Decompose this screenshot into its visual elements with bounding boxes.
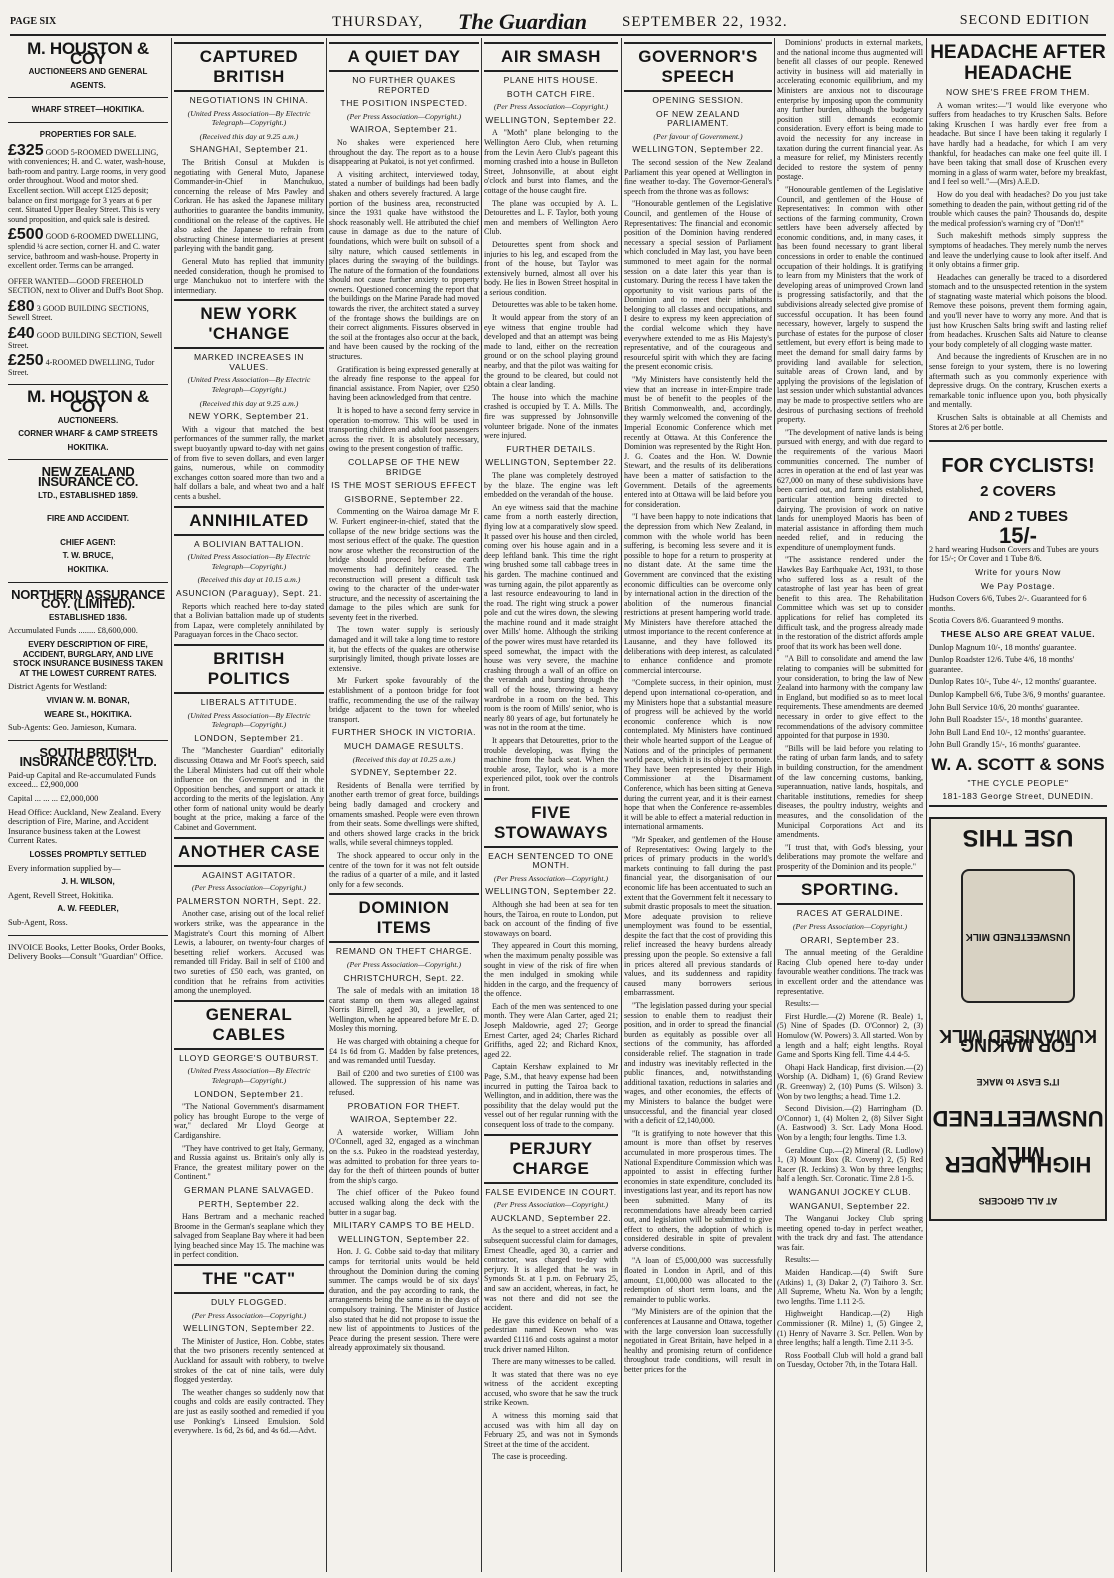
article-paragraph: "They have contrived to get Italy, Germany, and Russia against us. Britain's only ally is France, the greatest military power on the Continent." <box>174 1143 324 1182</box>
article-paragraph: Dominions' products in external markets, and the national income thus augmented will benefit all classes of our people. Renewed activity in business will aid materially in accelerating economic equilibrium, and my Ministers are anxious not to discourage enterprise by imposing upon the community any further burden, although the budgetary position still demands economic consideration. Every effort is being made to avoid the necessity for any increase in taxation during the current financial year. As a measure for relief, my Ministers recently decided to restore the system of penny postage. <box>777 38 923 182</box>
subhead: FURTHER DETAILS. <box>506 443 596 454</box>
credit-line: (Per Press Association—Copyright.) <box>493 1200 609 1210</box>
firm-line: AUCTIONEERS. <box>57 415 119 425</box>
article-paragraph: Detourettes was able to be taken home. <box>492 300 618 310</box>
masthead-date: SEPTEMBER 22, 1932. <box>622 14 788 30</box>
article-paragraph: There are many witnesses to be called. <box>492 1357 616 1367</box>
credit-line: (United Press Association—By Electric Telegraph—Copyright.) <box>187 710 311 730</box>
insurance-agent: J. H. WILSON, <box>61 877 115 887</box>
price-item: Scotia Covers 8/6. Guaranteed 9 months. <box>929 616 1064 626</box>
ad-price: 15/- <box>999 523 1037 549</box>
subhead: NO FURTHER QUAKES REPORTED <box>352 75 456 95</box>
article-paragraph: Detourettes spent from shock and injuries to his leg, and escaped from the front of the house, but Taylor was extensively burned, almost all over his body. He lies in Bowen Street hospital in a serious condition. <box>484 239 618 297</box>
insurance-agent: A. W. FEEDLER, <box>57 904 119 914</box>
article-paragraph: Highweight Handicap.—(2) High Commissioner (R. Milne) 1, (5) Gingee 2, (1) Henry of Navarre 3. Scr. Pellen. Won by three lengths; half a length. Time 2.11 3-5. <box>777 1309 923 1348</box>
dateline: WAIROA, September 22. <box>350 1114 458 1125</box>
article-paragraph: Another case, arising out of the local relief workers strike, was the appearance in the Magistrate's Court this morning of Albert Lewis, a labourer, on twenty-four charges of besetting relief workers. Accused was remanded till Friday. Bail in self of £100 and two sureties of £50 each, was granted, on condition that he refrains from activities among the unemployed. <box>174 909 324 996</box>
article-paragraph: The plane was completely destroyed by the blaze. The engine was left embedded on the verandah of the house. <box>484 470 618 500</box>
column-rule <box>171 38 172 1572</box>
article-paragraph: As the sequel to a street accident and a subsequent successful claim for damages, Ernest Cheadle, aged 30, a carrier and contractor, was charged to-day with perjury. It is alleged that he was in Symonds St. at 1 p.m. on February 25, and saw an accident, whereas, in fact, he was not there and did not see the accident. <box>484 1226 618 1313</box>
insurance-line: EVERY DESCRIPTION OF FIRE, ACCIDENT, BURGLARY, AND LIVE STOCK INSURANCE BUSINESS TAKEN AT THE LOWEST CURRENT RATES. <box>13 639 163 678</box>
firm-name: M. HOUSTON & COY <box>27 387 149 417</box>
divider <box>8 97 168 98</box>
property-text: GOOD BUILDING SECTION, Sewell Street. <box>8 331 163 350</box>
insurance-line: Agent, Revell Street, Hokitika. <box>8 889 114 900</box>
firm-address: CORNER WHARF & CAMP STREETS <box>18 429 158 439</box>
article-paragraph: The Minister of Justice, Hon. Cobbe, states that the two prisoners recently sentenced at Auckland for assault with robbery, to twelve strokes of the cat of nine tails, were duly flogged yesterday. <box>174 1336 324 1385</box>
ad-line: 2 hard wearing Hudson Covers and Tubes are yours for 15/-; Or Cover and 1 Tube 8/6. <box>929 544 1099 564</box>
firm-line: AGENTS. <box>70 80 106 90</box>
property-text: OFFER WANTED—GOOD FREEHOLD SECTION, next to Oliver and Duff's Boot Shop. <box>8 276 164 296</box>
column-3 <box>329 38 479 1572</box>
credit-line: (Per Press Association—Copyright.) <box>493 102 609 112</box>
milk-can-label: UNSWEETENED MILK <box>965 931 1071 943</box>
subhead: IS THE MOST SERIOUS EFFECT <box>331 480 477 491</box>
ad-paragraph: Such makeshift methods simply suppress the symptoms of headaches. They merely numb the nerves and leave the underlying cause to look after itself. And it only obtains a firmer grip. <box>929 231 1107 270</box>
ad-paragraph: A woman writes:—"I would like everyone who suffers from headaches to try Kruschen Salts. Before taking Kruschen I was hardly ever free from a headache. But since I have been taking it regularly I have hardly had a headache, for which I am very thankful, for headaches can make one feel quite ill. I have been taking that small dose of Kruschen every morning in a glass of warm water, before my breakfast, and I feel so well."—(Mrs) A.E.D. <box>929 100 1107 187</box>
property-text: 3 GOOD BUILDING SECTIONS, Sewell Street. <box>8 303 149 323</box>
ad-body <box>929 101 1107 433</box>
subhead: DULY FLOGGED. <box>211 1297 287 1308</box>
divider <box>8 582 168 583</box>
firm-name: M. HOUSTON & COY <box>27 39 149 68</box>
ad-subheading: THESE ALSO ARE GREAT VALUE. <box>940 628 1096 639</box>
dateline: WELLINGTON, September 22. <box>485 886 617 897</box>
subhead: MARKED INCREASES IN VALUES. <box>193 352 305 372</box>
article-paragraph: "A Bill to consolidate and amend the law relating to companies will be submitted for your consideration, to bring the law of New Zealand into harmony with the company law in England, but modified so as to meet local requirements. These amendments are deemed necessary in order to give effect to the recommendations of the advisory committee appointed for that purpose in 1930. <box>777 654 923 741</box>
column-classifieds <box>8 38 168 1572</box>
article-paragraph: The Wanganui Jockey Club spring meeting opened to-day in perfect weather, with the track dry and fast. The attendance was fair. <box>777 1214 923 1252</box>
property-listing <box>8 226 168 271</box>
article-paragraph: Reports which reached here to-day stated that a Bolivian battalion made up of students from Lapaz, were completely annihilated by Paraguayan forces in the Chaco sector. <box>174 601 324 640</box>
article-paragraph: General Muto has replied that immunity needed consideration, though he promised to urge Manchukuo not to interfere with the intermediary. <box>174 256 324 295</box>
article-paragraph: "My Ministers are of the opinion that the conferences at Lausanne and Ottawa, together with the large conversion loan successfully negotiated in Great Britain, have helped in a healthy and promising return of confidence throughout trade conditions, will result in better prices for the <box>624 1307 772 1374</box>
dateline: ORARI, September 23. <box>800 934 900 945</box>
article-paragraph: Maiden Handicap.—(4) Swift Sure (Atkins) 1, (3) Dakar 2, (7) Taihoro 3. Scr. All Supreme, Whetu Na. Won by a length; two lengths. Time 1.11 2-5. <box>777 1268 923 1306</box>
column-rule <box>926 38 927 1572</box>
ad-line: AT ALL GROCERS <box>978 1196 1058 1207</box>
ad-line: UNSWEETENED <box>932 1105 1104 1131</box>
article-paragraph: With a vigour that matched the best performances of the summer rally, the market swept buoyantly upward to-day with net gains of from five to seven dollars, and even larger gains, numerous, while on commodity exchanges cotton soared more than two and a half dollars a bale, and wheat two and a half cents a bushel. <box>174 424 324 501</box>
price-item: Dunlop Magnum 10/-, 18 months' guarantee. <box>929 642 1077 652</box>
insurance-line: LOSSES PROMPTLY SETTLED <box>29 850 147 860</box>
ad-line: HIGHLANDER MILK <box>944 1142 1092 1177</box>
article-paragraph: "A loan of £5,000,000 was successfully floated in London in April, and of this amount, £1,000,000 was allocated to the redemption of short term loans, and the remainder to public works. <box>624 1256 772 1304</box>
article-paragraph: The shock appeared to occur only in the centre of the town for it was not felt outside the radius of a quarter of a mile, and it lasted only for a few seconds. <box>329 850 479 889</box>
column-2 <box>174 38 324 1572</box>
article-paragraph: Geraldine Cup.—(2) Mineral (R. Ludlow) 1, (3) Mount Box (R. Coveny) 2, (5) Red Racer (R. Jeckins) 3. Won by three lengths; half a length. Scr. Coronatic. Time 2.8 1-5. <box>777 1145 923 1184</box>
ad-line: USE THIS <box>962 824 1074 852</box>
insurance-line: Paid-up Capital and Re-accumulated Funds exceed... £2,900,000 <box>8 769 156 790</box>
article-paragraph: "The development of native lands is being pursued with energy, and with due regard to the requirements of the various Maori communities concerned. The number of acres in operation at the end of last year was 627,000 on many of these subdivisions have been carried out, and farm units established, particular attention being directed to dairying. The provision of work on native lands for unemployed Maoris has been of material assistance in affording them much needed relief, and in reducing the expenditure of unemployment funds. <box>777 427 923 552</box>
ad-line: AND 2 TUBES <box>967 508 1068 526</box>
divider <box>8 122 168 123</box>
article-paragraph: The house into which the machine crashed is occupied by T. A. Mills. The fire was suppressed by Johnsonville volunteer brigade. None of the inmates were injured. <box>484 392 618 441</box>
price-item: Hudson Covers 6/6, Tubes 2/-. Guaranteed for 6 months. <box>929 594 1087 613</box>
divider <box>8 384 168 385</box>
property-listing <box>8 141 168 225</box>
ad-paragraph: And because the ingredients of Kruschen are in no sense foreign to your system, there is no lowering aftermath such as you commonly experience with depressive drugs. On the contrary, Kruschen exerts a remarkable tonic influence upon you, both physically and mentally. <box>929 352 1107 410</box>
price-item: Dunlop Roadster 12/6. Tube 4/6, 18 months' guarantee. <box>929 655 1075 674</box>
article-paragraph: "The legislation passed during your special session to enable them to readjust their position, and in order to spread the financial burden as equitably as possible over all sections of the community, has afforded considerable relief. The stagnation in trade and industry was inevitably reflected in the public finances, and, notwithstanding additional taxation, reductions in salaries and wages, and other economies, the effects of my Ministers to balance the budget were unsuccessful, and the financial year closed with a deficit of £2,140,000. <box>624 1001 772 1126</box>
insurance-line: CHIEF AGENT: <box>60 537 116 547</box>
article-paragraph: It appears that Detourettes, prior to the trouble developing, was flying the machine from the back seat. When the trouble arose, Taylor, who is a more experienced pilot, took over the controls in front. <box>484 736 618 793</box>
ad-line: We Pay Postage. <box>980 580 1056 591</box>
credit-line: (Per Press Association—Copyright.) <box>346 111 462 121</box>
article-paragraph: Residents of Benalla were terrified by another earth tremor of great force, buildings being badly damaged and crockery and ornaments smashed. People were even thrown from their seats. Some dwellings were shifted, and others showed large cracks in the brick walls, while several chimneys toppled. <box>329 780 479 848</box>
column-rule <box>621 38 622 1572</box>
article-paragraph: Each of the men was sentenced to one month. They were Alan Carter, aged 21; Joseph Maldowrie, aged 27; George Ernest Carter, aged 24; Charles Richard Griffiths, aged 22; and Richard Knox, aged 22. <box>484 1001 618 1059</box>
property-price: £325 <box>8 141 44 159</box>
subhead: THE POSITION INSPECTED. <box>340 98 468 109</box>
article-paragraph: He gave this evidence on behalf of a pedestrian named Keown who was awarded £1116 and costs against a motor truck driver named Hilton. <box>484 1315 618 1354</box>
ad-firm: W. A. SCOTT & SONS <box>931 754 1105 774</box>
insurance-line: Sub-Agent, Ross. <box>8 917 68 927</box>
cycle-ad <box>929 440 1107 807</box>
subhead: FURTHER SHOCK IN VICTORIA. <box>331 727 477 738</box>
property-price: £500 <box>8 226 44 244</box>
dateline: ASUNCION (Paraguay), Sept. 21. <box>175 587 323 598</box>
dateline: LONDON, September 21. <box>194 1088 304 1099</box>
article-paragraph: "Honourable gentlemen of the Legislative Council, and gentlemen of the House of Representatives: The financial and economic position of the Dominion having rendered necessary a special session of Parliament which concluded in May last, you have been summoned to meet again for the normal session on a date later this year than is customary. During the recess I have taken the opportunity to visit various parts of the Dominion and to meet their inhabitants belonging to all classes and occupations, and I desire to express my keen appreciation of the cordial welcome which they have everywhere extended to me as His Majesty's representative, and of the courageous and resourceful spirit with which they are facing the present economic crisis. <box>624 199 772 372</box>
headline: BRITISH POLITICS <box>174 644 324 694</box>
dateline: WELLINGTON, September 22. <box>338 1233 470 1244</box>
credit-line: (Per Press Association—Copyright.) <box>493 873 609 883</box>
subhead: AGAINST AGITATOR. <box>202 869 296 880</box>
ad-subtitle: NOW SHE'S FREE FROM THEM. <box>946 87 1090 97</box>
firm-town: HOKITIKA. <box>67 442 109 452</box>
headline: DOMINION ITEMS <box>329 893 479 943</box>
subhead: EACH SENTENCED TO ONE MONTH. <box>488 850 614 871</box>
insurance-agent: VIVIAN W. M. BONAR, <box>46 695 130 705</box>
article-paragraph: It is hoped to have a second ferry service in operation to-morrow. This will be used in transporting children and adult foot passengers across the river. It is absolutely necessary, owing to the present congestion of traffic. <box>329 406 479 454</box>
price-item: Dunlop Rates 10/-, Tube 4/-, 12 months' guarantee. <box>929 677 1097 687</box>
ad-title: FOR CYCLISTS! <box>941 455 1095 478</box>
article-paragraph: The chief officer of the Pukeo found accused walking along the deck with the butter in a sugar bag. <box>329 1188 479 1217</box>
dateline: CHRISTCHURCH, Sept. 22. <box>343 972 465 983</box>
divider <box>8 459 168 460</box>
subhead: A BOLIVIAN BATTALION. <box>193 538 305 549</box>
article-paragraph: The weather changes so suddenly now that coughs and colds are easily contracted. They are just as easily soothed and remedied if you use Ponking's Linseed Emulsion. Sold everywhere. 1s 6d, 2s 6d, and 4s 6d.—Advt. <box>174 1387 324 1436</box>
article-paragraph: Although she had been at sea for ten hours, the Tairoa, en route to London, put back on account of the finding of five stowaways on board. <box>484 899 618 938</box>
headline: ANOTHER CASE <box>174 837 324 867</box>
received-line: (Received this day at 9.25 a.m.) <box>199 398 299 408</box>
dateline: WANGANUI, September 22. <box>789 1200 911 1211</box>
article-paragraph: A waterside worker, William John O'Connell, aged 32, engaged as a winchman on the s.s. Pukeo in the roadstead yesterday, was admitted to probation for three years to-day for the theft of thirteen pounds of butter from the ship's cargo. <box>329 1127 479 1185</box>
headline: A QUIET DAY <box>329 42 479 72</box>
divider <box>8 740 168 741</box>
property-text: 4-ROOMED DWELLING, Tudor Street. <box>8 358 155 377</box>
article-paragraph: Second Division.—(2) Harringham (D. O'Connor) 1, (4) Molten 2, (8) Silver Sight (A. Eastwood) 3. Scr. Lady Mona Hood. Won by a length; four lengths. Time 1.3. <box>777 1104 923 1142</box>
dateline: SYDNEY, September 22. <box>350 767 458 778</box>
headline: PERJURY CHARGE <box>484 1134 618 1184</box>
insurance-line: Accumulated Funds ........ £8,600,000. <box>8 625 138 636</box>
received-line: (Received this day at 10.25 a.m.) <box>352 754 456 764</box>
ad-paragraph: Kruschen Salts is obtainable at all Chemists and Stores at 2/6 per bottle. <box>929 413 1107 432</box>
article-paragraph: A "Moth" plane belonging to the Wellington Aero Club, when returning from the Levin Aero Club's pageant this morning crashed into a house in Bulleton Street, Johnsonville, at about eight o'clock and burst into flames, and the cottage of the house caught fire. <box>484 128 618 195</box>
headline: SPORTING. <box>777 875 923 905</box>
ad-line: 2 COVERS <box>980 483 1056 501</box>
property-text: GOOD 6-ROOMED DWELLING, splendid ¼ acre section, corner H. and C. water service, bathroom and wash-house. Property in excellent order. Terms can be arranged. <box>8 232 160 271</box>
article-paragraph: Results:— <box>785 999 819 1009</box>
article-paragraph: No shakes were experienced here throughout the day. The report as to a house disappearing at Pukatoi, is not yet confirmed. <box>329 137 479 167</box>
masthead-day: THURSDAY, <box>332 14 424 30</box>
ad-title: HEADACHE AFTER HEADACHE <box>930 42 1106 84</box>
subhead: PROBATION FOR THEFT. <box>347 1100 461 1111</box>
price-item: John Bull Service 10/6, 20 months' guarantee. <box>929 702 1080 712</box>
subhead: LLOYD GEORGE'S OUTBURST. <box>179 1052 319 1063</box>
headline: ANNIHILATED <box>174 506 324 536</box>
milk-ad <box>929 817 1107 1221</box>
property-listing <box>8 325 168 350</box>
article-paragraph: Mr Furkert spoke favourably of the establishment of a pontoon bridge for foot traffic, recommending the use of the railway bridge adjacent to the town for wheeled transport. <box>329 676 479 724</box>
properties-heading: PROPERTIES FOR SALE. <box>39 129 137 139</box>
article-paragraph: The British Consul at Mukden is negotiating with General Muto, Japanese Commander-in-Chief in Manchukuo, concerning the release of Mrs Pawley and Corkran. He has asked the Japanese military authorities to guarantee the bandits immunity, conditional on the release of the captives. He also asked the Japanese to refrain from obstructing Chinese intermediaries at present parleying with the bandit gang. <box>174 157 324 254</box>
price-item: Dunlop Kampbell 6/6, Tube 3/6, 9 months' guarantee. <box>929 689 1106 699</box>
dateline: PERTH, September 22. <box>198 1198 300 1209</box>
insurance-name: NEW ZEALAND INSURANCE CO. <box>37 464 139 489</box>
property-price: £40 <box>8 325 35 343</box>
article-paragraph: "I have been happy to note indications that the depression from which New Zealand, in common with the whole world has been suffering, is becoming less severe and it is possible to hope for a return to prosperity at no distant date. At the same time the Government are convinced that the existing economic difficulties can be overcome only by international action in the direction of the abolition of the numerous financial restrictions at present hampering world trade. My Ministers have therefore attached the utmost importance to the recent conference at Lausanne, and they have followed its deliberations with deep interest, as calculated to enhance confidence and promote commercial intercourse. <box>624 512 772 675</box>
subhead: GERMAN PLANE SALVAGED. <box>183 1184 315 1195</box>
page-number: PAGE SIX <box>10 16 57 27</box>
newspaper-name: The Guardian <box>458 9 587 34</box>
insurance-line: LTD., ESTABLISHED 1859. <box>38 490 138 500</box>
column-6 <box>777 38 923 1572</box>
column-rule <box>774 38 775 1572</box>
subhead: OF NEW ZEALAND PARLIAMENT. <box>656 108 740 129</box>
article-paragraph: Results:— <box>785 1255 819 1265</box>
subhead: RACES AT GERALDINE. <box>796 908 904 919</box>
invoice-notice: INVOICE Books, Letter Books, Order Books, Delivery Books—Consult "Guardian" Office. <box>8 941 166 962</box>
article-paragraph: He was charged with obtaining a cheque for £4 1s 6d from G. Madden by false pretences, and was remanded until Tuesday. <box>329 1037 479 1066</box>
property-price: £80 <box>8 297 35 315</box>
ad-line: FOR MAKING KUMANISED MILK <box>939 1025 1097 1056</box>
article-paragraph: Ohapi Hack Handicap, first division.—(2) Worship (A. Didham) 1, (6) Grand Review (R. Greenway) 2, (10) Pums (S. Wilson) 3. Won by two lengths; a head. Time 1.2. <box>777 1062 923 1101</box>
property-listing <box>8 277 168 296</box>
dateline: PALMERSTON NORTH, Sept. 22. <box>176 895 322 906</box>
ad-line: Write for yours Now <box>975 566 1061 577</box>
headline: GOVERNOR'S SPEECH <box>624 42 772 92</box>
credit-line: (Per Press Association—Copyright.) <box>346 959 462 969</box>
dateline: GISBORNE, September 22. <box>344 493 464 504</box>
firm-address: WHARF STREET—HOKITIKA. <box>31 105 145 115</box>
article-paragraph: The annual meeting of the Geraldine Racing Club opened here to-day under favourable weather conditions. The track was in excellent order and the attendance was representative. <box>777 948 923 996</box>
article-paragraph: Bail of £200 and two sureties of £100 was allowed. The suppression of his name was refused. <box>329 1068 479 1098</box>
ad-paragraph: Headaches can generally be traced to a disordered stomach and to the unsuspected retention in the system of stagnating waste material which poisons the blood. Remove these poisons, prevent them forming again, and you'll never have to worry any more. And that is just how Kruschen Salts bring swift and lasting relief from headaches. Kruschen Salts aid Nature to cleanse your body completely of all clogging waste matter. <box>929 272 1107 349</box>
price-item: John Bull Grandly 15/-, 16 months' guarantee. <box>929 740 1081 750</box>
credit-line: (Per Press Association—Copyright.) <box>792 922 908 932</box>
headline: FIVE STOWAWAYS <box>484 798 618 848</box>
column-4 <box>484 38 618 1572</box>
insurance-line: ESTABLISHED 1836. <box>48 612 128 622</box>
column-rule <box>481 38 482 1572</box>
article-paragraph: First Hurdle.—(2) Morene (R. Beale) 1, (5) Nine of Spades (D. O'Connor) 2, (3) Homulow (W. Powers) 3. All started. Won by a length and a half; eight lengths. Royal Game and Sports King fell. Time 4.4 4-5. <box>777 1011 923 1060</box>
article-paragraph: A witness this morning said that accused was with him all day on February 25, and was not in Symonds Street at the time of the accident. <box>484 1411 618 1449</box>
dateline: WELLINGTON, September 22. <box>485 457 617 468</box>
headline: CAPTURED BRITISH <box>174 42 324 92</box>
subhead: NEGOTIATIONS IN CHINA. <box>189 95 309 105</box>
subhead: FALSE EVIDENCE IN COURT. <box>485 1186 617 1197</box>
article-paragraph: "It is gratifying to note however that this amount is more than offset by reserves accumulated in more prosperous times. The National Expenditure Commission which was appointed to assist in effecting further economies in state expenditure, concluded its investigations last year, and its report has now been submitted. Many of its recommendations have already been carried out, and legislation will be submitted to give effect to others, the adoption of which is considered desirable in spite of prevalent adverse conditions. <box>624 1128 772 1253</box>
headline: AIR SMASH <box>484 42 618 72</box>
headline: GENERAL CABLES <box>174 1000 324 1050</box>
credit-line: (Per favour of Government.) <box>653 131 743 141</box>
article-paragraph: "I trust that, with God's blessing, your deliberations may promote the welfare and prosperity of the Dominion and its people." <box>777 842 923 871</box>
article-paragraph: They appeared in Court this morning, when the maximum penalty possible was sought in view of the risk of fire when the men indulged in smoking while hidden in the cargo, and the frequency of the offence. <box>484 941 618 999</box>
credit-line: (United Press Association—By Electric Telegraph—Copyright.) <box>187 552 311 571</box>
article-paragraph: Gratification is being expressed generally at the already fine response to the appeal for financial assistance. From Napier, over £250 having been acknowledged from that centre. <box>329 364 479 403</box>
article-paragraph: The case is proceeding. <box>492 1452 568 1462</box>
insurance-line: Head Office: Auckland, New Zealand. Every description of Fire, Marine, and Accident Insurance business taken at the Lowest Current Rates. <box>8 806 162 846</box>
ad-line: IT'S EASY to MAKE <box>976 1077 1060 1088</box>
property-listing <box>8 297 168 323</box>
article-paragraph: It would appear from the story of an eye witness that engine trouble had developed and that an attempt was being made to land, either on the recreation ground or on the school playing ground nearby, and that the pilot was waiting for the ground to be cleared, but could not obtain a clear landing. <box>484 313 618 390</box>
subhead: PLANE HITS HOUSE. <box>503 75 599 85</box>
subhead: MILITARY CAMPS TO BE HELD. <box>333 1220 475 1231</box>
ad-address: 181-183 George Street, DUNEDIN. <box>942 791 1094 802</box>
dateline: WELLINGTON, September 22. <box>632 144 764 155</box>
subhead: REMAND ON THEFT CHARGE. <box>335 946 473 957</box>
article-paragraph: "The assistance rendered under the Hawkes Bay Earthquake Act, 1931, to those who suffered loss as a result of the catastrophe of last year has been of great benefit to this area. The Rehabilitation Committee which was set up to consider applications for relief has completed its difficult task, and the progress already made in the restoration of the district affords ample proof that its work has been well done. <box>777 555 923 651</box>
subhead: MUCH DAMAGE RESULTS. <box>344 741 464 751</box>
article-paragraph: Commenting on the Wairoa damage Mr F. W. Furkert engineer-in-chief, stated that the collapse of the new bridge sections was the most serious effect of the quake. The question now arose whether the reconstruction of the bridge should proceed before the earth movements had definitely ceased. The reconstruction will present a difficult task owing to the character of the under-water structure, and the necessity of ascertaining the damage to the piles which are sunk for seventy feet in the riverbed. <box>329 507 479 622</box>
firm-line: AUCTIONEERS AND GENERAL <box>28 67 148 77</box>
column-5 <box>624 38 772 1572</box>
received-line: (Received this day at 9.25 a.m.) <box>199 131 299 141</box>
subhead: WANGANUI JOCKEY CLUB. <box>788 1186 912 1197</box>
credit-line: (United Press Association—By Electric Telegraph—Copyright.) <box>187 108 311 128</box>
article-paragraph: "Complete success, in their opinion, must depend upon international co-operation, and my Ministers hope that a substantial measure of progress will be achieved by the world economic conference which is now contemplated. My Ministers have continued their whole hearted support of the League of Nations and of the principles of permanent world peace, which it is its object to promote. They have been represented by their High Commissioner at the Disarmament Conference, which has been sitting at Geneva during the current year, and it is their earnest hope that when the Conference re-assembles it will be able to effect a material reduction in international armaments. <box>624 678 772 832</box>
insurance-line: FIRE AND ACCIDENT. <box>46 514 130 524</box>
insurance-line: District Agents for Westland: <box>8 681 108 692</box>
credit-line: (United Press Association—By Electric Telegraph—Copyright.) <box>187 375 311 395</box>
subhead: BOTH CATCH FIRE. <box>506 88 596 99</box>
insurance-line: Sub-Agents: Geo. Jamieson, Kumara. <box>8 722 137 733</box>
credit-line: (United Press Association—By Electric Telegraph—Copyright.) <box>187 1066 311 1085</box>
property-listing <box>8 352 168 377</box>
article-paragraph: Ross Football Club will hold a grand ball on Tuesday, October 7th, in the Totara Hall. <box>777 1350 923 1370</box>
milk-ad-inverted <box>931 819 1105 1219</box>
article-paragraph: The "Manchester Guardian" editorially discussing Ottawa and Mr Foot's speech, said the Liberal Ministers had cut off their whole influence on the Government and in the Opposition benches, and support or attack it according to the merits of the legislation. Any other form of national unity would be dearly bought at the price, making a farce of the Cabinet and Government. <box>174 746 324 833</box>
article-paragraph: The sale of medals with an imitation 18 carat stamp on them was alleged against Norris Birrell, aged 30, a jeweller, of Wellington, when he appeared before Mr E. D. Mosley this morning. <box>329 986 479 1034</box>
subhead: OPENING SESSION. <box>652 95 744 105</box>
article-paragraph: A visiting architect, interviewed today, stated a number of buildings had been badly shaken and others severely fractured. A large portion of the business area, reconstructed since the 1931 quake have withstood the shock reasonably well. He attributed the chief cause in damage as due to the nature of foundations, which were built on subsoil of a silty nature, which caused settlements in places during the swaying of the buildings. The nature of the formation of the foundations should not cause further anxiety to property owners. Questioned concerning the report that the buildings on the Marine Parade had moved towards the river, the architect stated a survey of the frontage shows the buildings are on their correct alignments. Fissures observed in the soil at the frontages also occur at the back, and have been caused by the rocking of the structures. <box>329 169 479 362</box>
dateline: LONDON, September 21. <box>194 732 304 743</box>
article-paragraph: It was stated that there was no eye witness of the accident excepting accused, who swore that he saw the truck strike Keown. <box>484 1369 618 1408</box>
ad-paragraph: How do you deal with headaches? Do you just take something to deaden the pain, without getting rid of the trouble which causes the pain? Thousands do, despite the medical profession's warning cry of "Don't!" <box>929 189 1107 228</box>
subhead: LIBERALS ATTITUDE. <box>200 696 298 707</box>
divider <box>8 935 168 936</box>
article-paragraph: An eye witness said that the machine came from a north easterly direction, flying low at a comparatively slow speed. It passed over his house and then circled, coming over his house again and in a deep leftland bank. This time the right wing brushed some tall cabbage trees in his garden. The machine continued and was turning again, the pilot apparently as a last resource endeavouring to land in the road. The right wing struck a power pole and cut the wires down, the slewing the machine round and it made straight over Mills' home. Although the striking of the power wires must have retarded its speed somewhat, the impact with the house was very severe, the machine crashing through a wall of an office on the verandah and bursting through the wall of the house, throwing a heavy wardrobe in a room on the bed. This room is the room of Mills' senior, who is nearly 80 years of age, but fortunately he was not in the room at the time. <box>484 502 618 733</box>
insurance-line: Capital ... ... ... £2,000,000 <box>8 793 99 804</box>
credit-line: (Per Press Association—Copyright.) <box>191 883 307 893</box>
column-advertisements <box>929 38 1107 1572</box>
ad-tagline: "THE CYCLE PEOPLE" <box>967 777 1069 788</box>
article-paragraph: "My Ministers have consistently held the view that an increase in inter-Empire trade must be of benefit to the peoples of the British Commonwealth, and, accordingly, they warmly welcomed the convening of the Imperial Economic Conference which met recently at Ottawa. At this Conference the Dominion was represented by the Right Hon. J. G. Coates and the Hon. W. Downie Stewart, and the results of its deliberations have been a matter of satisfaction to the Government. Details of the agreements entered into at Ottawa will be laid before you for consideration. <box>624 375 772 509</box>
article-paragraph: The second session of the New Zealand Parliament this year opened at Wellington in fine weather to-day. The Governor-General's speech from the throne was as follows: <box>624 157 772 196</box>
edition-label: SECOND EDITION <box>959 13 1090 28</box>
price-item: John Bull Roadster 15/-, 18 months' guarantee. <box>929 715 1083 725</box>
article-paragraph: "Honourable gentlemen of the Legislative Council, and gentlemen of the House of Representatives: In common with other sections of the farming community, Crown settlers have been adversely affected by economic conditions, and, in many cases, it has been found necessary to grant liberal concessions in order to enable the continued occupation of their holdings. It is gratifying to learn from my Ministers that the work of developing areas of unimproved Crown land is progressing satisfactorily, and that the subdivisions already selected give promise of successful occupation. It has been found necessary, however, largely to suspend the purchase of estates for the purpose of closer settlement, but every effort is being made to meet the demand for small dairy farms by providing land available for selection, suitable areas of Crown land, and by applying the provisions of the legislation of last session under which substantial advances may be made to prospective settlers who are desirous of purchasing sections of freehold property. <box>777 184 923 425</box>
article-paragraph: "Bills will be laid before you relating to the rating of urban farm lands, and to safety in building construction, for the amendment of the law concerning customs, banking, superannuation, native lands, hospitals, and charitable institutions, remedies for sheep diseases, the poultry industry, weights and measures, and the consolidation of the Municipal Corporations Act and its amendments. <box>777 743 923 840</box>
credit-line: (Per Press Association—Copyright.) <box>191 1310 307 1320</box>
headline: NEW YORK 'CHANGE <box>174 299 324 349</box>
dateline: SHANGHAI, September 21. <box>189 144 309 155</box>
insurance-name: SOUTH BRITISH INSURANCE COY. LTD. <box>19 744 157 770</box>
article-paragraph: The plane was occupied by A. L. Detourettes and L. F. Taylor, both young men and members of Wellington Aero Club. <box>484 198 618 237</box>
price-item: John Bull Land End 10/-, 12 months' guarantee. <box>929 727 1086 737</box>
article-paragraph: Hans Bertram and a mechanic reached Broome in the German's seaplane which they salvaged from Seaplane Bay where it had been lying beached since May 15. The machine was in perfect condition. <box>174 1212 324 1260</box>
article-paragraph: Captain Kershaw explained to Mr Page, S.M., that heavy expense had been incurred in putting the Tairoa back to Wellington, and in addition, there was the possibility that the delay would put the vessel out of her regular running with the consequent loss of trade to the company. <box>484 1062 618 1129</box>
article-paragraph: Hon. J. G. Cobbe said to-day that military camps for territorial units would be held throughout the Dominion during the coming summer. The camps would be of six days' duration, and the pay according to rank, the arrangements being the same as in the days of compulsory training. The Minister of Justice also stated that he did not propose to issue the new list of appointments to Justices of the Peace during the present session. There were already approximately six thousand. <box>329 1247 479 1353</box>
milk-can-image <box>961 869 1075 1003</box>
article-paragraph: The town water supply is seriously damaged and it will take a long time to restore it, but the effects of the quakes are otherwise surprisingly limited, though private losses are extensive. <box>329 625 479 673</box>
insurance-town: HOKITIKA. <box>67 564 109 574</box>
masthead <box>10 8 1106 36</box>
insurance-town: WEARE St., HOKITIKA. <box>44 709 132 719</box>
article-paragraph: "Mr Speaker, and gentlemen of the House of Representatives: Owing largely to the prices of primary products in the world's markets continuing to fall during the past financial year, the disorganisation of our economic life has been accentuated to such an extent that the Government felt it necessary to submit drastic proposals to meet the situation. More adequate provision to relieve unemployment was found to be essential, despite the fact that the cost of providing this relief increased the heavy burdens already pressing upon the people. So extensive a fall in prices altered all previous standards of values, and its suddenness and rapidity caused many borrowers serious embarrassment. <box>624 834 772 998</box>
dateline: WAIROA, September 21. <box>350 124 458 135</box>
property-text: GOOD 5-ROOMED DWELLING, with conveniences; H. and C. water, wash-house, bath-room and pantry. Large rooms, in very good order throughout. Wood and motor shed. Excellent section. Will accept £125 deposit; balance on first mortgage for 3 years at 6 per cent. Situated Upper Bealey Street. This is very sound proposition, and quick sale is desired. <box>8 147 166 224</box>
received-line: (Received this day at 10.15 a.m.) <box>197 575 301 585</box>
dateline: AUCKLAND, September 22. <box>490 1212 612 1223</box>
dateline: WELLINGTON, September 22. <box>183 1323 315 1334</box>
headline: THE "CAT" <box>174 1264 324 1294</box>
insurance-agent: T. W. BRUCE, <box>62 551 114 561</box>
dateline: NEW YORK, September 21. <box>188 411 310 422</box>
insurance-name: NORTHERN ASSURANCE COY. (LIMITED). <box>11 586 165 612</box>
subhead: COLLAPSE OF THE NEW BRIDGE <box>348 456 460 477</box>
dateline: WELLINGTON, September 22. <box>485 114 617 125</box>
insurance-line: Every information supplied by— <box>8 862 121 873</box>
property-price: £250 <box>8 352 44 370</box>
article-paragraph: "The National Government's disarmament policy has brought Europe to the verge of war," declared Mr Lloyd George at Cardiganshire. <box>174 1102 324 1140</box>
column-rule <box>326 38 327 1572</box>
